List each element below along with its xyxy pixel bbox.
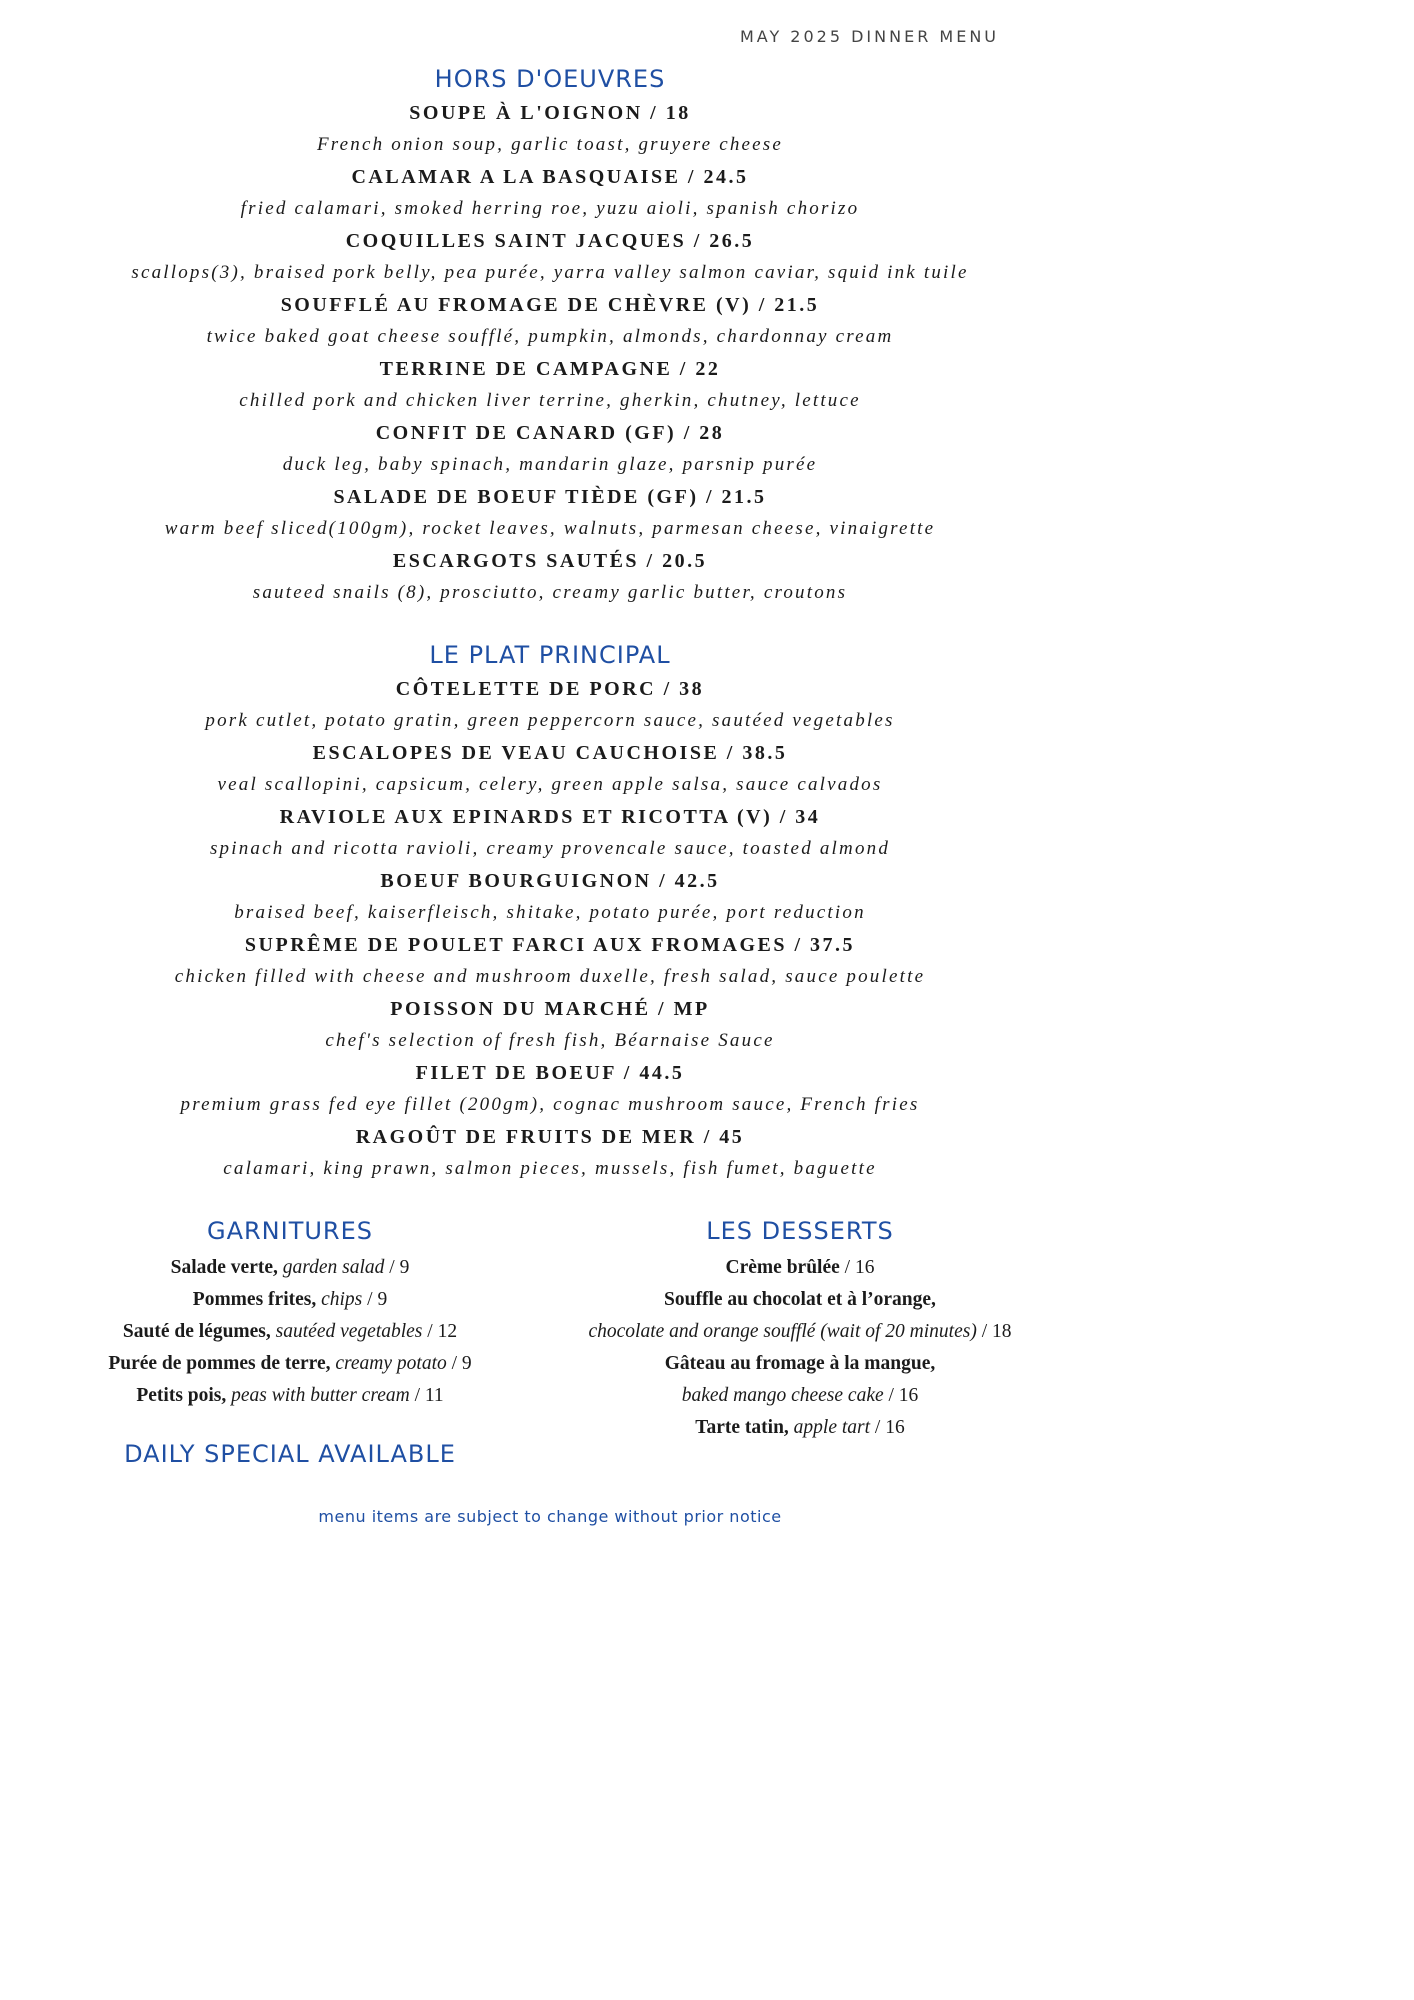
dessert-name: Tarte tatin,: [695, 1417, 789, 1438]
dessert-description: chocolate and orange soufflé (wait of 20 minutes): [588, 1321, 977, 1342]
menu-item: [0, 417, 1100, 481]
dish-name: TERRINE DE CAMPAGNE / 22: [379, 358, 721, 380]
menu-item: [0, 545, 1100, 609]
side-dish-name: Petits pois,: [136, 1385, 227, 1406]
menu-item: [0, 97, 1100, 161]
side-dish-item: [40, 1284, 540, 1316]
dessert-item: [530, 1348, 1070, 1380]
dish-name: SALADE DE BOEUF TIÈDE (GF) / 21.5: [333, 486, 767, 508]
dish-description: fried calamari, smoked herring roe, yuzu aioli, spanish chorizo: [240, 198, 860, 219]
dessert-price: / 16: [870, 1417, 905, 1438]
dish-name: SOUFFLÉ AU FROMAGE DE CHÈVRE (V) / 21.5: [280, 294, 820, 316]
dessert-name: Gâteau au fromage à la mangue,: [664, 1353, 936, 1374]
menu-header: MAY 2025 DINNER MENU: [739, 27, 999, 46]
side-dish-item: [40, 1380, 540, 1412]
dish-name: RAVIOLE AUX EPINARDS ET RICOTTA (V) / 34: [279, 806, 821, 828]
dish-name: BOEUF BOURGUIGNON / 42.5: [380, 870, 720, 892]
dish-name: CALAMAR A LA BASQUAISE / 24.5: [351, 166, 749, 188]
dessert-name: Crème brûlée: [725, 1257, 840, 1278]
dessert-item-detail: [530, 1316, 1070, 1348]
menu-item: [0, 801, 1100, 865]
side-dish-item: [40, 1252, 540, 1284]
side-dish-price: / 9: [362, 1289, 388, 1310]
menu-item: [0, 225, 1100, 289]
side-dish-price: / 9: [389, 1257, 410, 1278]
dish-description: warm beef sliced(100gm), rocket leaves, walnuts, parmesan cheese, vinaigrette: [164, 518, 936, 539]
footer-note: menu items are subject to change without prior notice: [318, 1507, 782, 1526]
dish-description: French onion soup, garlic toast, gruyere cheese: [316, 134, 784, 155]
dish-name: CÔTELETTE DE PORC / 38: [395, 678, 705, 700]
side-dish-description: chips: [321, 1289, 363, 1310]
dish-name: FILET DE BOEUF / 44.5: [415, 1062, 685, 1084]
dish-description: braised beef, kaiserfleisch, shitake, potato purée, port reduction: [234, 902, 866, 923]
dessert-price: / 16: [839, 1257, 875, 1278]
menu-item: [0, 737, 1100, 801]
dish-description: spinach and ricotta ravioli, creamy provencale sauce, toasted almond: [209, 838, 891, 859]
dessert-description: baked mango cheese cake: [681, 1385, 884, 1406]
dish-name: SUPRÊME DE POULET FARCI AUX FROMAGES / 37.5: [244, 934, 856, 956]
side-dish-item: [40, 1316, 540, 1348]
dish-description: chilled pork and chicken liver terrine, gherkin, chutney, lettuce: [239, 390, 861, 411]
side-dish-description: creamy potato: [335, 1353, 447, 1374]
dish-name: SOUPE À L'OIGNON / 18: [409, 102, 691, 124]
dish-name: COQUILLES SAINT JACQUES / 26.5: [345, 230, 755, 252]
dessert-item: [530, 1252, 1070, 1284]
desserts-section: [530, 1214, 1070, 1444]
menu-item: [0, 161, 1100, 225]
dessert-item: [530, 1284, 1070, 1316]
dessert-item-detail: [530, 1380, 1070, 1412]
dish-name: RAGOÛT DE FRUITS DE MER / 45: [355, 1126, 745, 1148]
side-dish-name: Pommes frites,: [192, 1289, 317, 1310]
side-dish-price: / 12: [422, 1321, 458, 1342]
side-dish-name: Salade verte,: [170, 1257, 278, 1278]
menu-item: [0, 1057, 1100, 1121]
menu-item: [0, 673, 1100, 737]
daily-special-banner: DAILY SPECIAL AVAILABLE: [124, 1440, 456, 1468]
side-dish-price: / 11: [409, 1385, 444, 1406]
dish-description: chef's selection of fresh fish, Béarnaise Sauce: [325, 1030, 775, 1051]
menu-item: [0, 1121, 1100, 1185]
section-title: LE PLAT PRINCIPAL: [429, 641, 671, 669]
section-title: GARNITURES: [206, 1217, 374, 1245]
dish-name: POISSON DU MARCHÉ / MP: [390, 998, 710, 1020]
side-dish-price: / 9: [446, 1353, 472, 1374]
menu-item: [0, 993, 1100, 1057]
dessert-name: Souffle au chocolat et à l’orange,: [664, 1289, 936, 1310]
dish-description: calamari, king prawn, salmon pieces, mussels, fish fumet, baguette: [223, 1158, 877, 1179]
dish-description: pork cutlet, potato gratin, green peppercorn sauce, sautéed vegetables: [205, 710, 895, 731]
plat-principal-section: [0, 640, 1100, 1185]
menu-item: [0, 865, 1100, 929]
hors-doeuvres-section: [0, 64, 1100, 609]
dish-name: CONFIT DE CANARD (GF) / 28: [375, 422, 725, 444]
dish-name: ESCARGOTS SAUTÉS / 20.5: [392, 550, 708, 572]
menu-item: [0, 353, 1100, 417]
dessert-price: / 18: [976, 1321, 1012, 1342]
dessert-item: [530, 1412, 1070, 1444]
dish-description: chicken filled with cheese and mushroom duxelle, fresh salad, sauce poulette: [174, 966, 926, 987]
dish-name: ESCALOPES DE VEAU CAUCHOISE / 38.5: [312, 742, 788, 764]
side-dish-name: Purée de pommes de terre,: [108, 1353, 331, 1374]
side-dish-item: [40, 1348, 540, 1380]
side-dish-description: garden salad: [282, 1257, 390, 1278]
section-title: LES DESSERTS: [706, 1217, 894, 1245]
side-dish-description: peas with butter cream: [231, 1385, 410, 1406]
side-dish-description: sautéed vegetables: [275, 1321, 423, 1342]
section-title: HORS D'OEUVRES: [434, 65, 666, 93]
side-dish-name: Sauté de légumes,: [122, 1321, 271, 1342]
menu-item: [0, 289, 1100, 353]
dish-description: veal scallopini, capsicum, celery, green apple salsa, sauce calvados: [217, 774, 883, 795]
dish-description: premium grass fed eye fillet (200gm), cognac mushroom sauce, French fries: [180, 1094, 920, 1115]
menu-item: [0, 481, 1100, 545]
dish-description: duck leg, baby spinach, mandarin glaze, parsnip purée: [282, 454, 818, 475]
garnitures-section: [40, 1214, 540, 1412]
dish-description: twice baked goat cheese soufflé, pumpkin, almonds, chardonnay cream: [206, 326, 894, 347]
dessert-description: apple tart: [793, 1417, 871, 1438]
menu-item: [0, 929, 1100, 993]
dessert-price: / 16: [883, 1385, 919, 1406]
dish-description: sauteed snails (8), prosciutto, creamy garlic butter, croutons: [252, 582, 848, 603]
dish-description: scallops(3), braised pork belly, pea purée, yarra valley salmon caviar, squid ink tuile: [131, 262, 969, 283]
